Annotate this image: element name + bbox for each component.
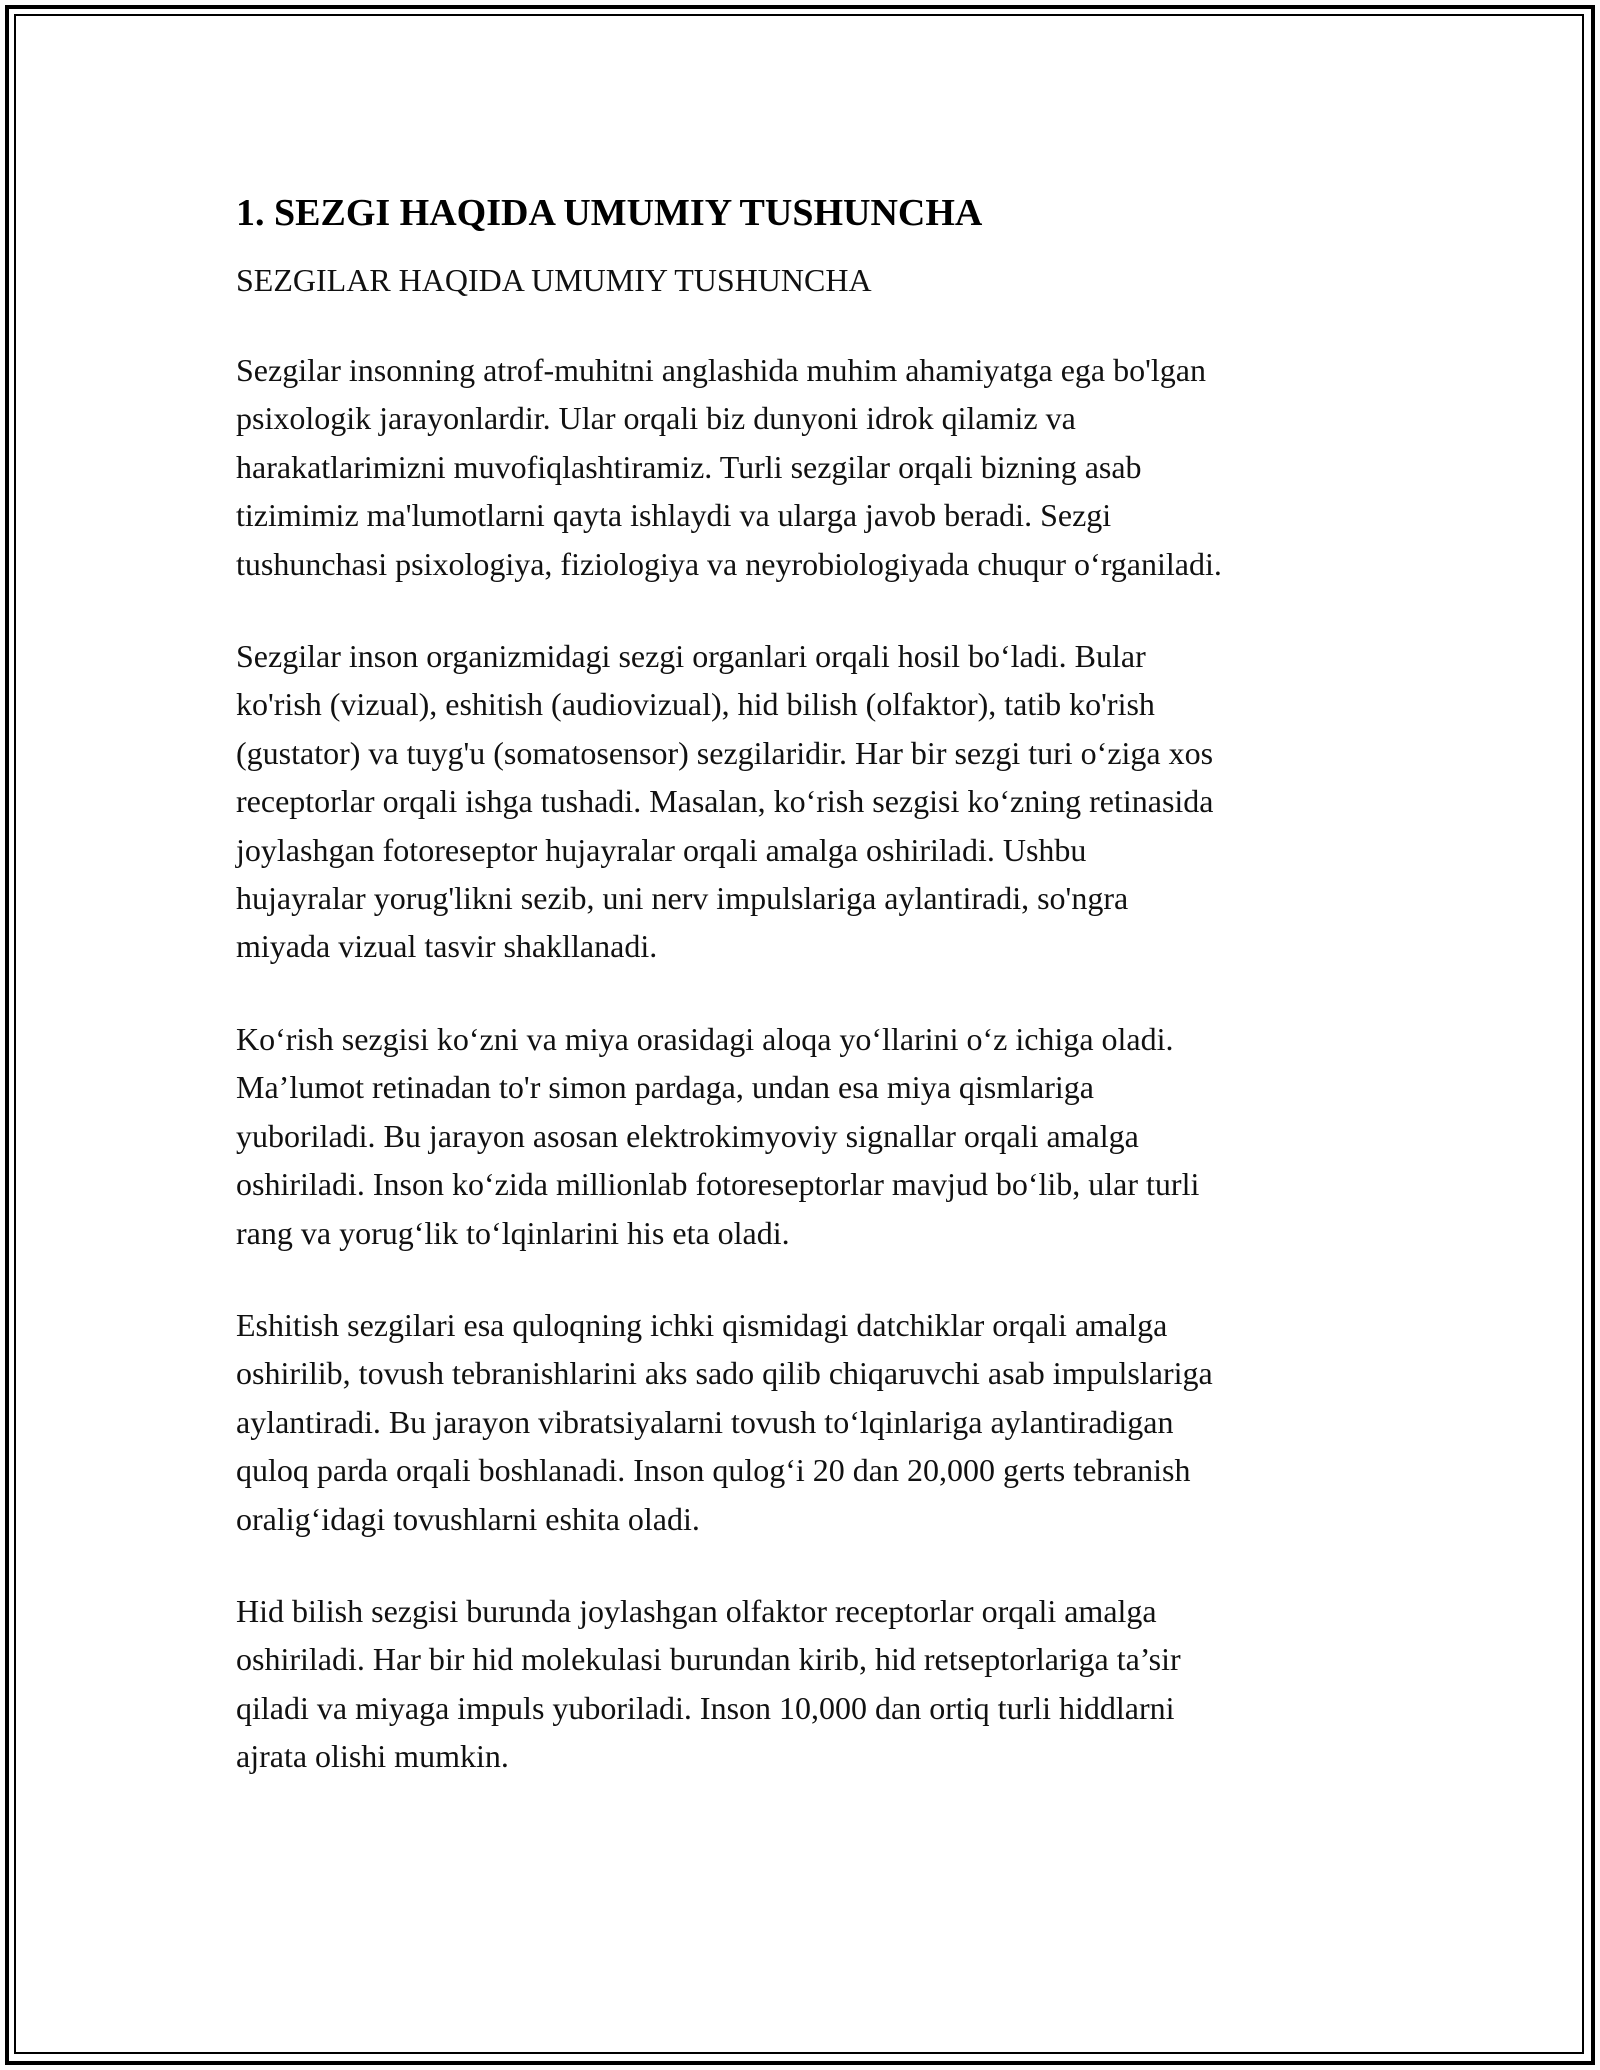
- text-line: miyada vizual tasvir shakllanadi.: [236, 928, 658, 965]
- text-line: hujayralar yorug'likni sezib, uni nerv impulslariga aylantiradi, so'ngra: [236, 880, 1129, 917]
- document-body: [236, 188, 1386, 1781]
- text-line: aylantiradi. Bu jarayon vibratsiyalarni tovush to‘lqinlariga aylantiradigan: [236, 1403, 1174, 1440]
- paragraph-5: [236, 1587, 1386, 1781]
- document-title: 1. SEZGI HAQIDA UMUMIY TUSHUNCHA: [236, 192, 983, 234]
- paragraph-3: [236, 1015, 1386, 1257]
- text-line: Ma’lumot retinadan to'r simon pardaga, undan esa miya qismlariga: [236, 1069, 1094, 1106]
- text-line: oshiriladi. Inson ko‘zida millionlab fotoreseptorlar mavjud bo‘lib, ular turli: [236, 1166, 1200, 1203]
- text-line: psixologik jarayonlardir. Ular orqali biz dunyoni idrok qilamiz va: [236, 400, 1076, 437]
- text-line: oshiriladi. Har bir hid molekulasi burundan kirib, hid retseptorlariga ta’sir: [236, 1641, 1181, 1678]
- text-line: oralig‘idagi tovushlarni eshita oladi.: [236, 1500, 700, 1537]
- text-line: qiladi va miyaga impuls yuboriladi. Inson 10,000 dan ortiq turli hiddlarni: [236, 1689, 1175, 1726]
- text-line: yuboriladi. Bu jarayon asosan elektrokimyoviy signallar orqali amalga: [236, 1117, 1139, 1154]
- paragraph-4: [236, 1301, 1386, 1543]
- text-line: oshirilib, tovush tebranishlarini aks sado qilib chiqaruvchi asab impulslariga: [236, 1355, 1213, 1392]
- document-subtitle: SEZGILAR HAQIDA UMUMIY TUSHUNCHA: [236, 262, 872, 298]
- text-line: Sezgilar inson organizmidagi sezgi organlari orqali hosil bo‘ladi. Bular: [236, 638, 1146, 675]
- text-line: tizimimiz ma'lumotlarni qayta ishlaydi va ularga javob beradi. Sezgi: [236, 497, 1112, 534]
- text-line: rang va yorug‘lik to‘lqinlarini his eta oladi.: [236, 1214, 790, 1251]
- text-line: receptorlar orqali ishga tushadi. Masalan, ko‘rish sezgisi ko‘zning retinasida: [236, 783, 1214, 820]
- text-line: ajrata olishi mumkin.: [236, 1738, 509, 1775]
- text-line: Ko‘rish sezgisi ko‘zni va miya orasidagi aloqa yo‘llarini o‘z ichiga oladi.: [236, 1020, 1174, 1057]
- text-line: (gustator) va tuyg'u (somatosensor) sezgilaridir. Har bir sezgi turi o‘ziga xos: [236, 734, 1214, 771]
- text-line: Sezgilar insonning atrof-muhitni anglashida muhim ahamiyatga ega bo'lgan: [236, 352, 1206, 388]
- text-line: ko'rish (vizual), eshitish (audiovizual), hid bilish (olfaktor), tatib ko'rish: [236, 686, 1155, 723]
- text-line: Hid bilish sezgisi burunda joylashgan olfaktor receptorlar orqali amalga: [236, 1592, 1157, 1629]
- text-line: tushunchasi psixologiya, fiziologiya va neyrobiologiyada chuqur o‘rganiladi.: [236, 545, 1222, 582]
- text-line: Eshitish sezgilari esa quloqning ichki qismidagi datchiklar orqali amalga: [236, 1306, 1168, 1343]
- paragraph-2: [236, 632, 1386, 971]
- text-line: quloq parda orqali boshlanadi. Inson qulog‘i 20 dan 20,000 gerts tebranish: [236, 1452, 1191, 1489]
- paragraph-1: [236, 346, 1386, 588]
- text-line: harakatlarimizni muvofiqlashtiramiz. Turli sezgilar orqali bizning asab: [236, 448, 1142, 485]
- text-line: joylashgan fotoreseptor hujayralar orqali amalga oshiriladi. Ushbu: [236, 831, 1087, 868]
